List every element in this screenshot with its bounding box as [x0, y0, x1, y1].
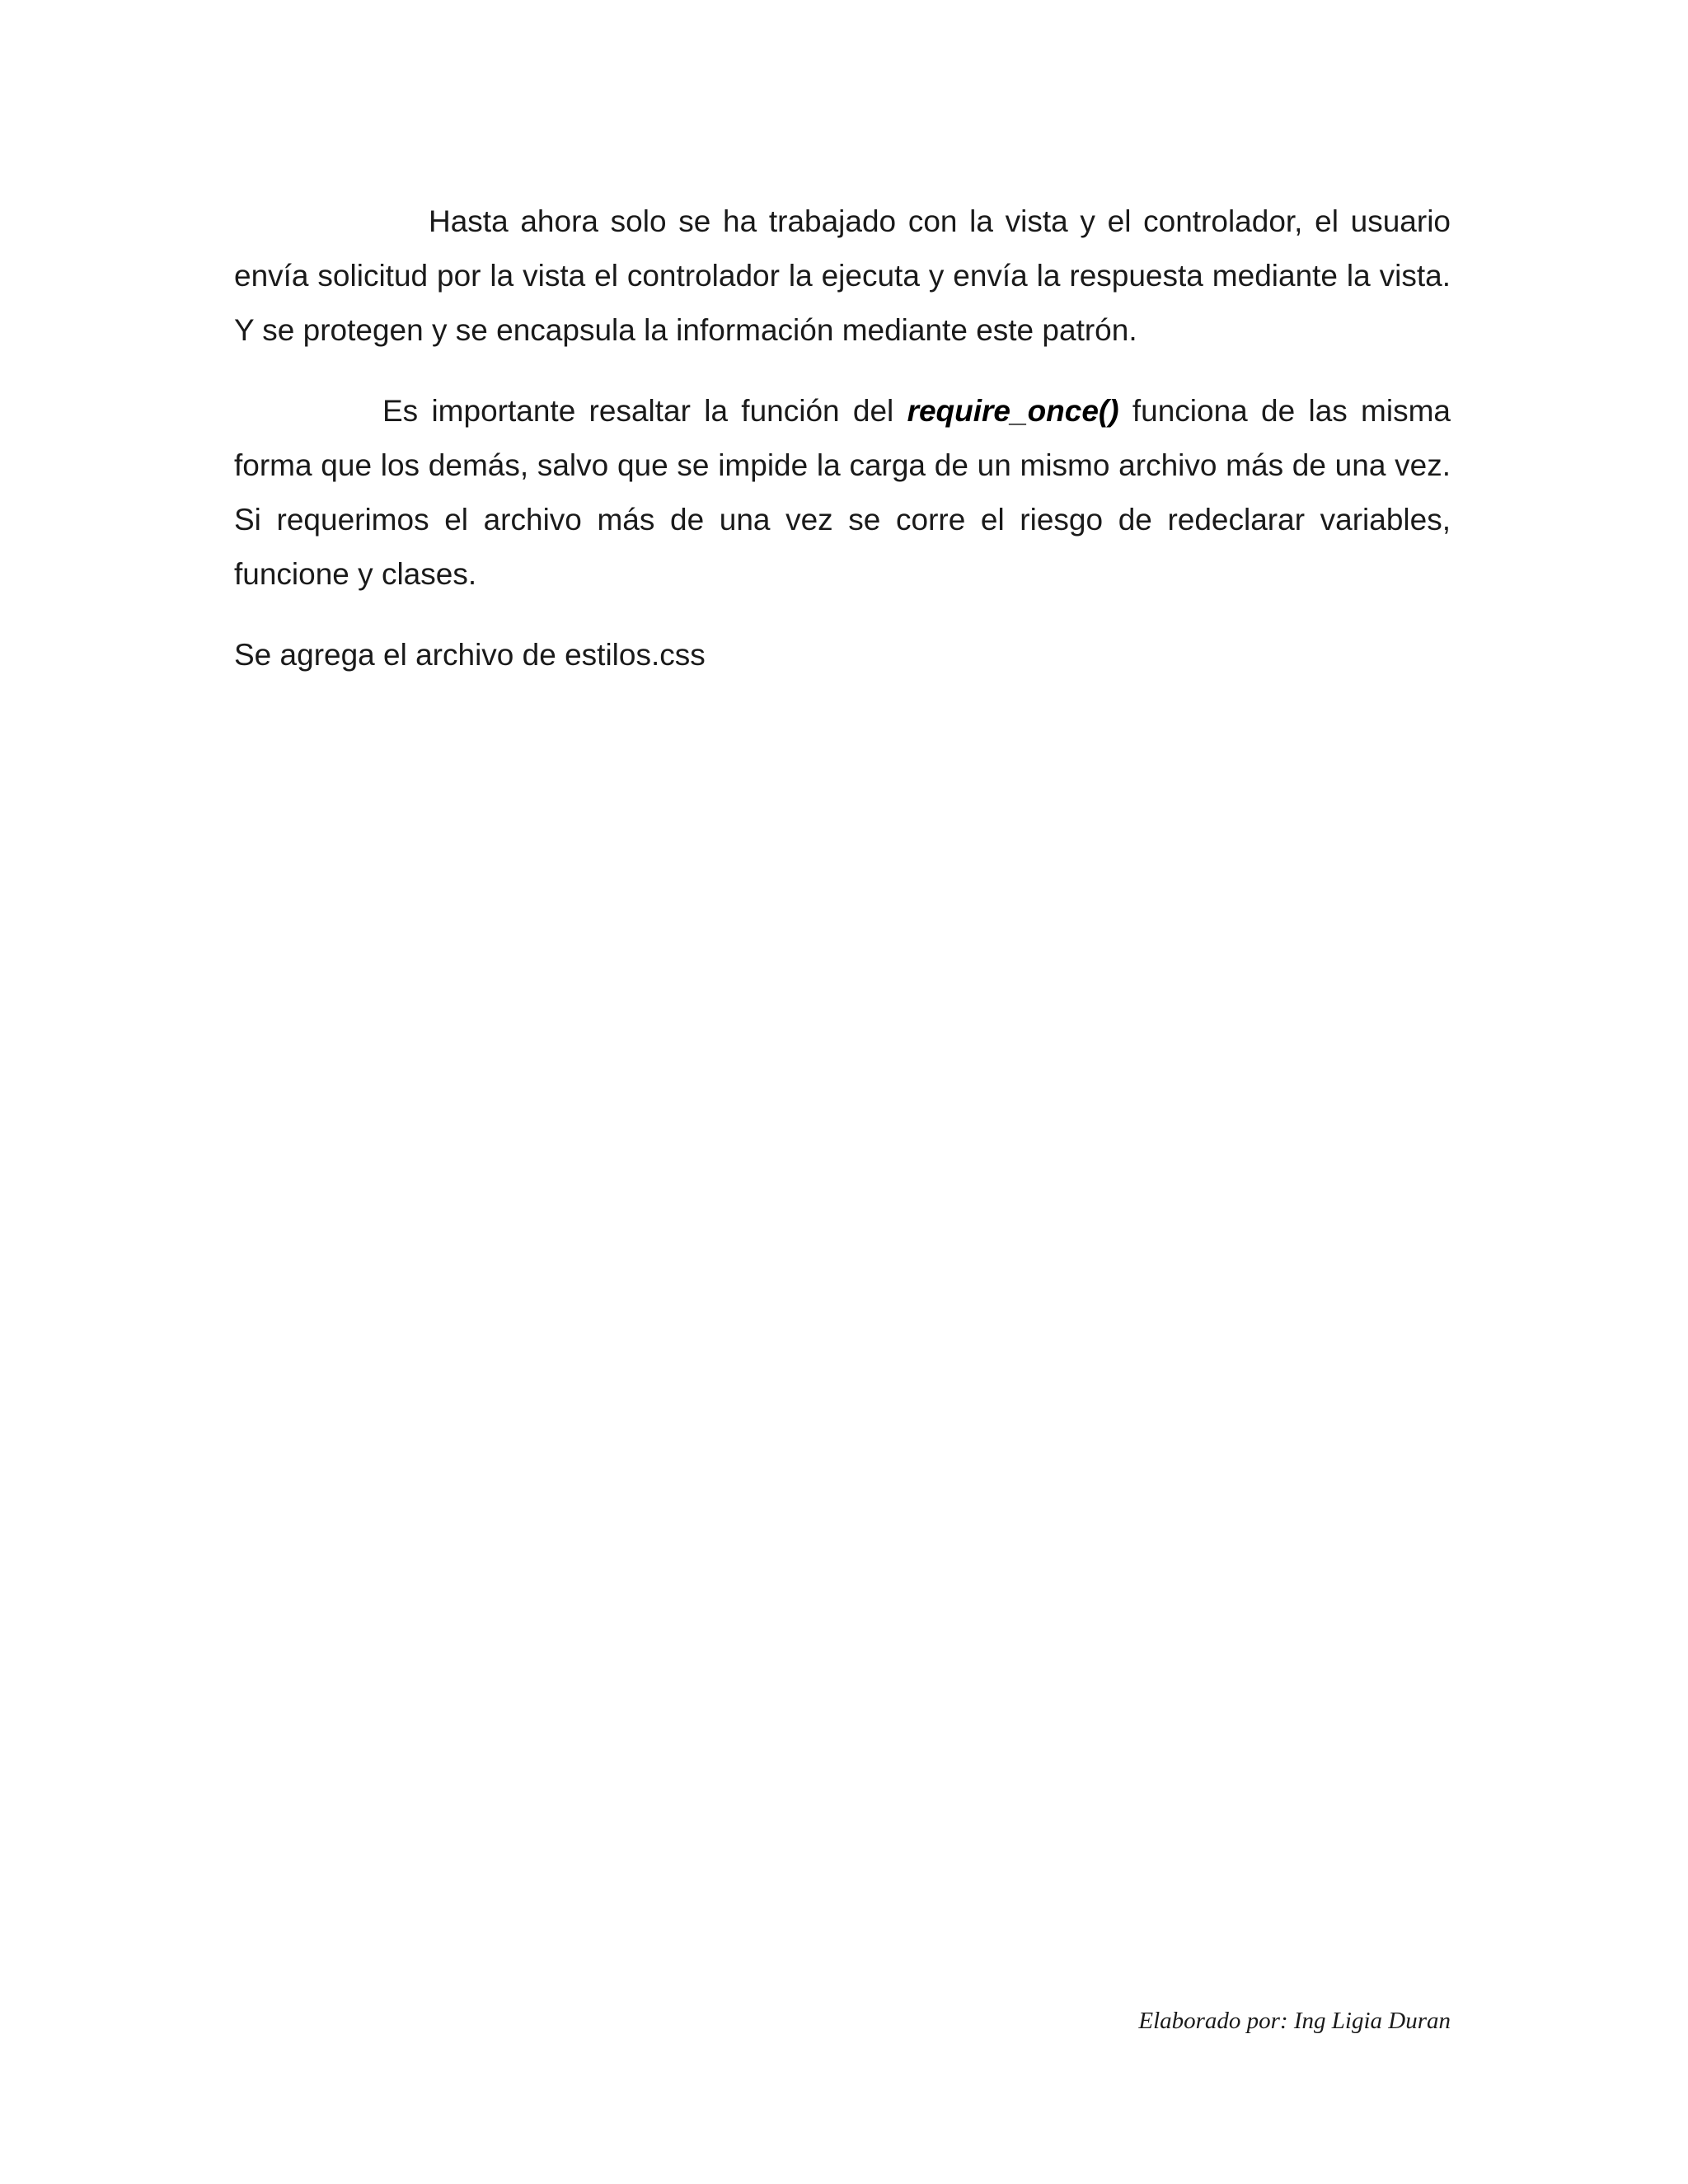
paragraph-1: Hasta ahora solo se ha trabajado con la vista y el controlador, el usuario envía solicitud por la vista el controlador la ejecuta y envía la respuesta mediante la vista. Y se protegen y se encapsula la información mediante este patrón.	[234, 204, 1451, 347]
paragraph-2-text-before: Es importante resaltar la función del	[382, 394, 907, 428]
document-body	[234, 194, 1451, 709]
function-name-emphasis: require_once()	[907, 394, 1119, 428]
paragraph-2	[234, 384, 1451, 602]
paragraph-2-text-after: funciona de las misma forma que los demás, salvo que se impide la carga de un mismo archivo más de una vez. Si requerimos el archivo más de una vez se corre el riesgo de redeclarar variables, funcione y clases.	[234, 394, 1451, 591]
page-footer-author: Elaborado por: Ing Ligia Duran	[1138, 2008, 1451, 2034]
paragraph-3: Se agrega el archivo de estilos.css	[234, 638, 706, 672]
